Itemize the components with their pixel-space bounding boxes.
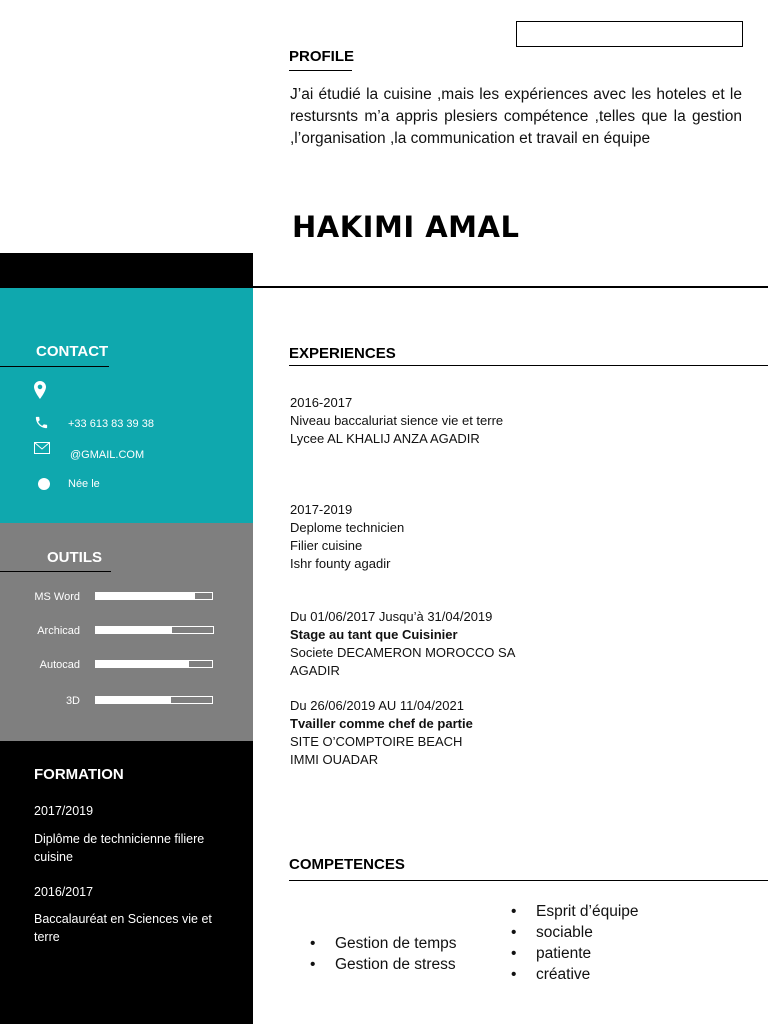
competence-item: • Gestion de temps <box>335 933 456 954</box>
candidate-name: HAKIMI AMAL <box>292 210 520 244</box>
skill-bar-fill <box>96 697 171 703</box>
skill-bar-fill <box>96 661 189 667</box>
competence-item: • créative <box>536 964 639 985</box>
experience-line: Filier cuisine <box>290 538 363 553</box>
skill-bar <box>95 626 214 634</box>
circle-bullet-icon <box>38 478 50 490</box>
main-divider <box>253 286 768 288</box>
formation-year: 2016/2017 <box>34 885 94 899</box>
formation-heading: FORMATION <box>34 766 124 783</box>
experience-date: 2016-2017 <box>290 395 353 410</box>
skill-label: Autocad <box>39 659 80 671</box>
email-address: @GMAIL.COM <box>70 449 145 461</box>
experience-line: Ishr founty agadir <box>290 556 391 571</box>
skill-label: MS Word <box>34 591 80 603</box>
experience-entry <box>290 394 760 448</box>
outils-heading: OUTILS <box>47 549 102 566</box>
experience-line: AGADIR <box>290 663 340 678</box>
birth-date: Née le <box>68 478 100 490</box>
experience-line: Lycee AL KHALIJ ANZA AGADIR <box>290 431 480 446</box>
experience-date: 2017-2019 <box>290 502 353 517</box>
profile-text: J’ai étudié la cuisine ,mais les expériences avec les hoteles et le restursnts m’a appris plesiers compétence ,telles que la gestion ,l’organisation ,la communication et travail en équipe <box>290 86 742 147</box>
contact-heading: CONTACT <box>36 343 109 360</box>
sidebar-top-strip <box>0 253 253 288</box>
skill-label: Archicad <box>37 625 80 637</box>
competences-list-left <box>335 933 456 975</box>
phone-number: +33 613 83 39 38 <box>68 418 154 430</box>
competences-list-right <box>536 901 639 985</box>
experience-line: Deplome technicien <box>290 520 405 535</box>
empty-text-box <box>516 21 743 47</box>
skill-bar-fill <box>96 593 195 599</box>
experience-line: Societe DECAMERON MOROCCO SA <box>290 645 516 660</box>
experience-entry <box>290 501 760 573</box>
experience-entry <box>290 697 760 769</box>
contact-underline <box>0 366 109 367</box>
skill-bar <box>95 592 213 600</box>
experience-title: Tvailler comme chef de partie <box>290 716 473 731</box>
competence-item: • Esprit d’équipe <box>536 901 639 922</box>
experiences-heading: EXPERIENCES <box>289 345 396 362</box>
contact-panel <box>0 288 253 523</box>
experiences-rule <box>289 365 768 366</box>
competence-item: • sociable <box>536 922 639 943</box>
skill-label: 3D <box>65 695 80 707</box>
experience-entry <box>290 608 760 680</box>
competence-item: • Gestion de stress <box>335 954 456 975</box>
skill-bar <box>95 660 213 668</box>
skill-bar-fill <box>96 627 172 633</box>
experience-line: SITE O’COMPTOIRE BEACH <box>290 734 463 749</box>
experience-line: IMMI OUADAR <box>290 752 379 767</box>
formation-description: Diplôme de technicienne filiere cuisine <box>34 832 205 864</box>
competence-item: • patiente <box>536 943 639 964</box>
competences-rule <box>289 880 768 881</box>
experience-line: Niveau baccaluriat sience vie et terre <box>290 413 504 428</box>
profile-underline <box>289 70 352 71</box>
experience-title: Stage au tant que Cuisinier <box>290 627 458 642</box>
mail-icon <box>34 442 50 454</box>
skill-bar <box>95 696 213 704</box>
location-pin-icon <box>34 381 46 399</box>
formation-year: 2017/2019 <box>34 804 94 818</box>
competences-heading: COMPETENCES <box>289 856 405 873</box>
experience-date: Du 01/06/2017 Jusqu’à 31/04/2019 <box>290 609 493 624</box>
outils-underline <box>0 571 111 572</box>
experience-date: Du 26/06/2019 AU 11/04/2021 <box>290 698 464 713</box>
phone-icon <box>34 415 49 430</box>
formation-description: Baccalauréat en Sciences vie et terre <box>34 912 212 944</box>
profile-heading: PROFILE <box>289 48 355 65</box>
